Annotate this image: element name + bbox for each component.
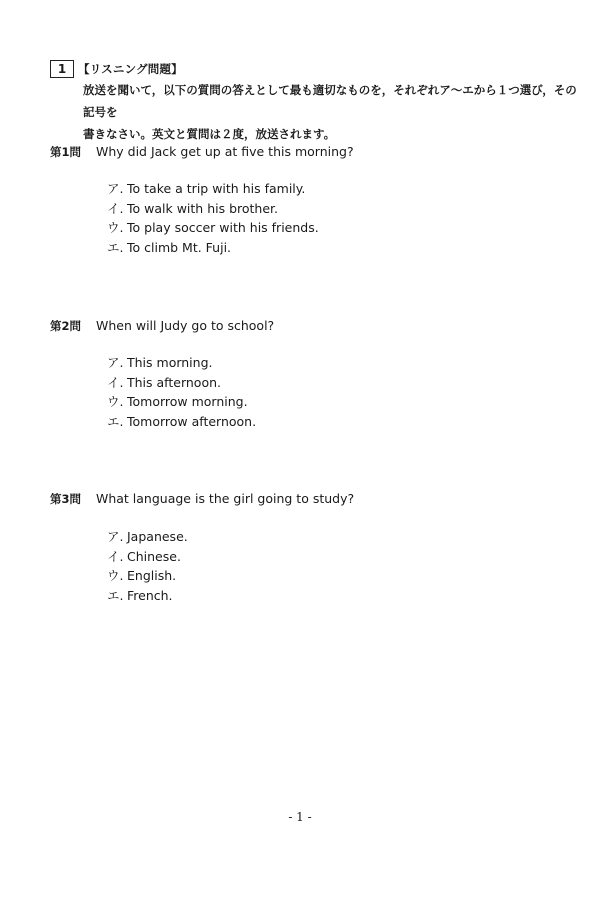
choice-mark: エ. [107,413,124,429]
choice-mark: ア. [107,355,124,370]
choice-text: Japanese. [127,529,188,544]
choice-e [107,586,188,606]
question-text: When will Judy go to school? [95,318,275,333]
question-label: 第1問 [50,145,82,159]
instructions-line-2: 書きなさい。英文と質問は２度，放送されます。 [83,127,336,141]
choice-mark: ア. [107,181,124,196]
section-title: 【リスニング問題】 [78,62,183,76]
choice-i [107,547,188,567]
choice-text: Tomorrow morning. [127,394,248,409]
question-text: Why did Jack get up at five this morning? [95,144,354,159]
question-3-choices [107,527,188,605]
choice-text: This afternoon. [127,374,221,390]
choice-text: French. [127,587,173,603]
question-2 [50,318,274,334]
choice-a [107,353,256,373]
choice-mark: ウ. [107,568,124,583]
choice-mark: ウ. [107,394,124,409]
choice-mark: ウ. [107,220,124,235]
choice-mark: ア. [107,529,124,544]
choice-u [107,566,188,586]
choice-text: Tomorrow afternoon. [127,413,257,429]
page-number: - 1 - [288,810,312,824]
question-1 [50,144,354,160]
choice-text: Chinese. [127,548,181,564]
choice-text: This morning. [127,355,213,370]
instructions-line-1: 放送を聞いて，以下の質問の答えとして最も適切なものを，それぞれア～エから１つ選び，その記号を [83,83,577,119]
section-header [50,60,183,78]
choice-e [107,238,319,258]
instructions [83,79,583,145]
question-2-choices [107,353,256,431]
question-text: What language is the girl going to study? [95,491,355,506]
choice-mark: イ. [107,548,124,564]
choice-a [107,527,188,547]
choice-i [107,373,256,393]
choice-text: English. [127,568,177,583]
choice-i [107,199,319,219]
choice-mark: エ. [107,239,124,255]
choice-text: To climb Mt. Fuji. [127,239,232,255]
question-label: 第3問 [50,492,82,506]
question-1-choices [107,179,319,257]
choice-mark: イ. [107,374,124,390]
choice-u [107,218,319,238]
choice-mark: エ. [107,587,124,603]
choice-e [107,412,256,432]
choice-mark: イ. [107,200,124,216]
choice-u [107,392,256,412]
choice-text: To walk with his brother. [127,200,279,216]
choice-text: To play soccer with his friends. [127,220,319,235]
choice-text: To take a trip with his family. [127,181,306,196]
choice-a [107,179,319,199]
question-3 [50,491,354,507]
section-number-box: 1 [50,60,74,78]
question-label: 第2問 [50,319,82,333]
